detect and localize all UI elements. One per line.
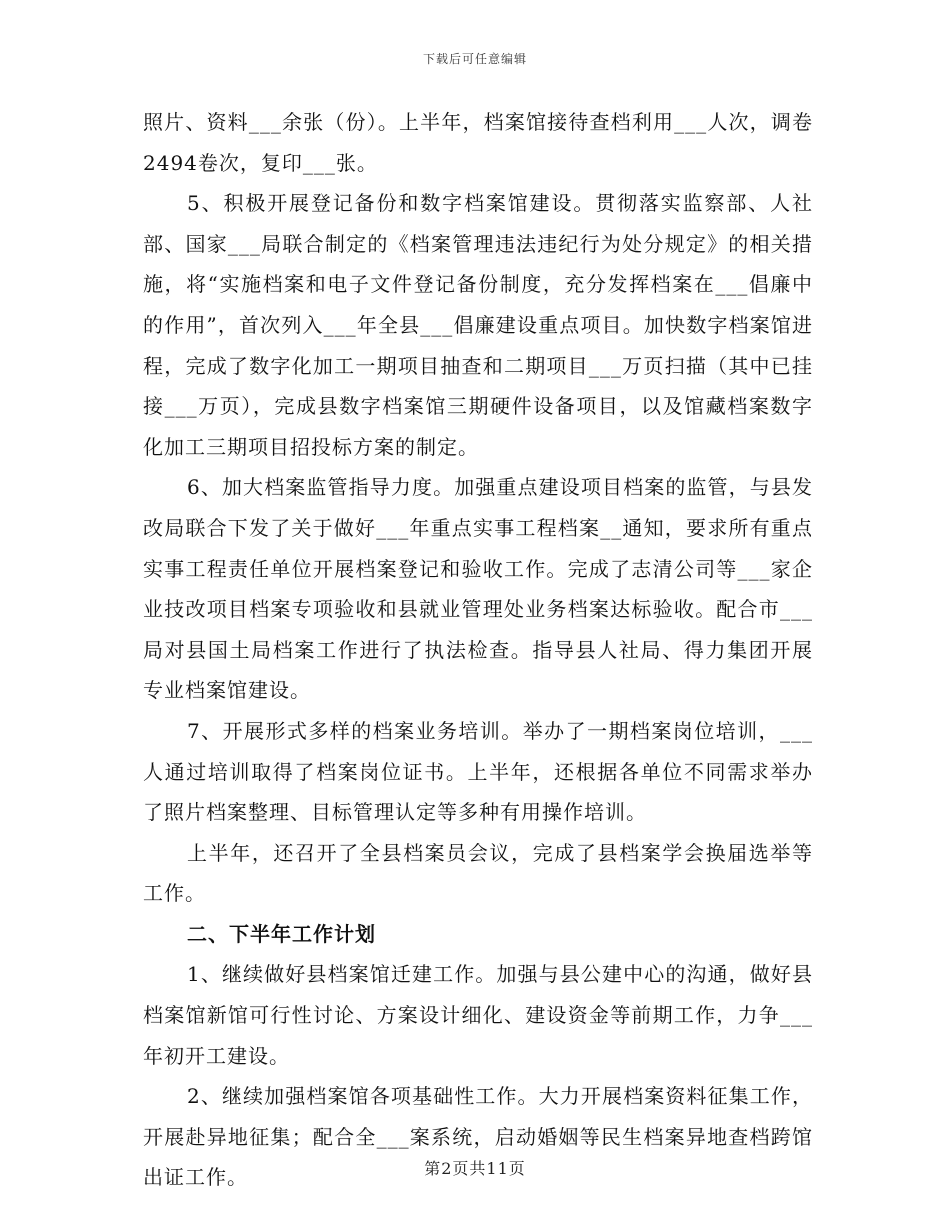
document-body	[143, 102, 813, 1198]
section-heading: 二、下半年工作计划	[187, 921, 376, 946]
page-number: 第2页共11页	[424, 1159, 526, 1178]
paragraph-half-year-meeting: 上半年，还召开了全县档案员会议，完成了县档案学会换届选举等工作。	[143, 840, 813, 906]
paragraph-plan-2: 2、继续加强档案馆各项基础性工作。大力开展档案资料征集工作，开展赴异地征集；配合全___案系统，启动婚姻等民生档案异地查档跨馆出证工作。	[143, 1084, 813, 1190]
paragraph-archive-usage: 照片、资料___余张（份）。上半年，档案馆接待查档利用___人次，调卷2494卷次，复印___张。	[143, 110, 813, 175]
paragraph-item-7: 7、开展形式多样的档案业务培训。举办了一期档案岗位培训，___人通过培训取得了档案岗位证书。上半年，还根据各单位不同需求举办了照片档案整理、目标管理认定等多种有用操作培训。	[143, 718, 813, 825]
paragraph-item-5: 5、积极开展登记备份和数字档案馆建设。贯彻落实监察部、人社部、国家___局联合制定的《档案管理违法违纪行为处分规定》的相关措施，将“实施档案和电子文件登记备份制度，充分发挥档案在___倡廉中的作用”，首次列入___年全县___倡廉建设重点项目。加快数字档案馆进程，完成了数字化加工一期项目抽查和二期项目___万页扫描（其中已挂接___万页），完成县数字档案馆三期硬件设备项目，以及馆藏档案数字化加工三期项目招投标方案的制定。	[143, 191, 813, 459]
paragraph-plan-1: 1、继续做好县档案馆迁建工作。加强与县公建中心的沟通，做好县档案馆新馆可行性讨论、方案设计细化、建设资金等前期工作，力争___年初开工建设。	[143, 962, 813, 1068]
paragraph-item-6: 6、加大档案监管指导力度。加强重点建设项目档案的监管，与县发改局联合下发了关于做好___年重点实事工程档案__通知，要求所有重点实事工程责任单位开展档案登记和验收工作。完成了志清公司等___家企业技改项目档案专项验收和县就业管理处业务档案达标验收。配合市___局对县国土局档案工作进行了执法检查。指导县人社局、得力集团开展专业档案馆建设。	[143, 475, 813, 703]
page-header: 下载后可任意编辑	[422, 52, 527, 66]
